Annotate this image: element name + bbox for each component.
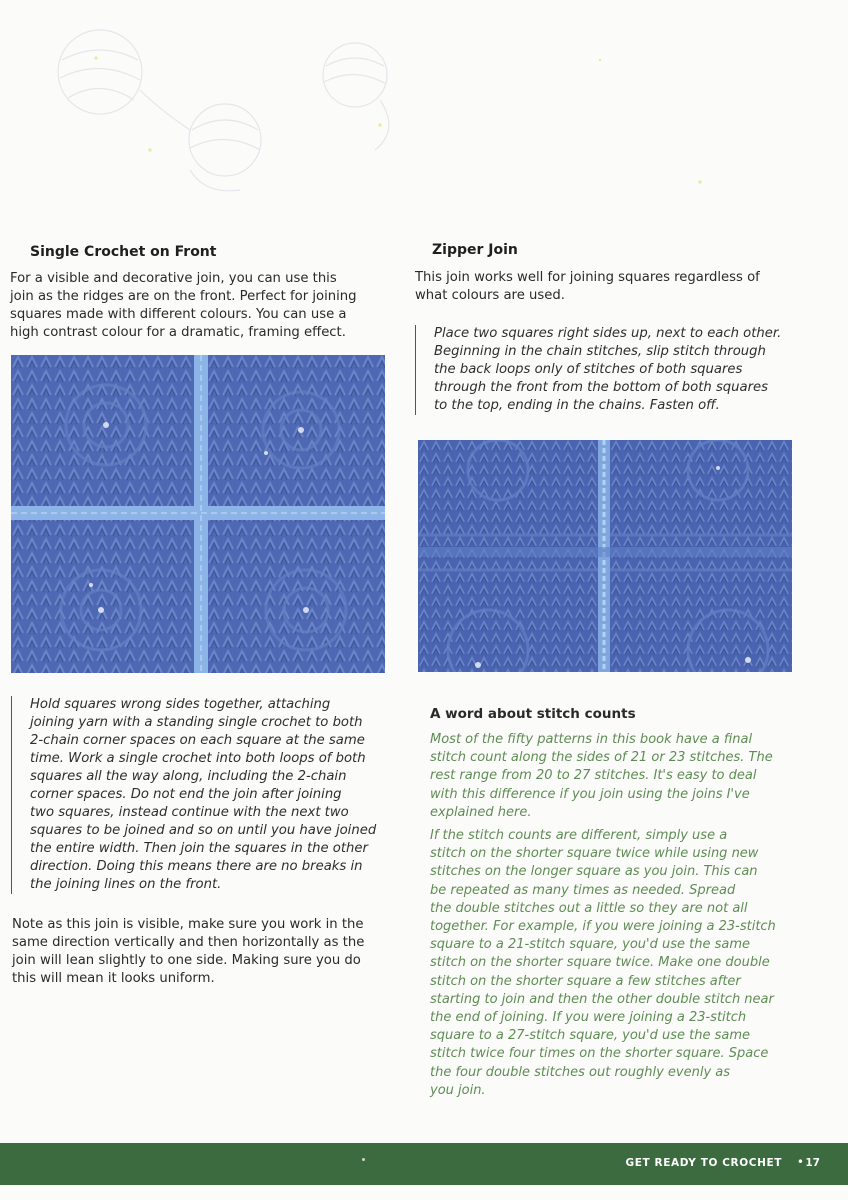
single-crochet-intro: For a visible and decorative join, you can use this join as the ridges are on the front. Perfect for joining squares made with different colours. You can use a high contrast colour for a dramatic, framing effect. [10, 271, 357, 340]
single-crochet-note: Note as this join is visible, make sure you work in the same direction vertically and then horizontally as the join will lean slightly to one side. Making sure you do this will mean it looks uniform. [12, 917, 365, 986]
single-crochet-photo [11, 355, 385, 673]
footer-center-dot [362, 1158, 365, 1161]
zipper-join-intro: This join works well for joining squares regardless of what colours are used. [415, 270, 760, 303]
sidebar-paragraph-1: Most of the fifty patterns in this book have a final stitch count along the sides of 21 or 23 stitches. The rest range from 20 to 27 stitches. It's easy to deal with this difference if you join using the joins I've explained here. [430, 732, 773, 820]
single-crochet-heading: Single Crochet on Front [30, 244, 217, 260]
sidebar-title: A word about stitch counts [430, 706, 636, 722]
zipper-join-photo [418, 440, 792, 672]
sidebar-paragraph-2: If the stitch counts are different, simply use a stitch on the shorter square twice while using new stitches on the longer square as you join. This can be repeated as many times as needed. Spread the double stitches out a little so they are not all together. For example, if you were joining a 23-stitch square to a 21-stitch square, you'd use the same stitch on the shorter square twice. Make one double stitch on the shorter square a few stitches after starting to join and then the other double stitch near the end of joining. If you were joining a 23-stitch square to a 27-stitch square, you'd use the same stitch twice four times on the shorter square. Space the four double stitches out roughly evenly as you join. [430, 828, 776, 1098]
footer-section-label: GET READY TO CROCHET [625, 1157, 782, 1169]
single-crochet-instructions: Hold squares wrong sides together, attaching joining yarn with a standing single crochet to both 2-chain corner spaces on each square at the same time. Work a single crochet into both loops of both squares all the way along, including the 2-chain corner spaces. Do not end the join after joining two squares, instead continue with the next two squares to be joined and so on until you have joined the entire width. Then join the squares in the other direction. Doing this means there are no breaks in the joining lines on the front. [11, 696, 390, 894]
zipper-join-heading: Zipper Join [432, 242, 518, 258]
footer-separator: • [796, 1155, 804, 1169]
zipper-squares-image [418, 440, 792, 672]
page-number: 17 [805, 1157, 820, 1169]
zipper-join-instructions: Place two squares right sides up, next to each other. Beginning in the chain stitches, slip stitch through the back loops only of stitches of both squares through the front from the bottom of both squares to the top, ending in the chains. Fasten off. [415, 325, 804, 415]
yarn-ball-decoration [0, 0, 848, 230]
page-footer [0, 1143, 848, 1185]
crochet-squares-image [11, 355, 385, 673]
